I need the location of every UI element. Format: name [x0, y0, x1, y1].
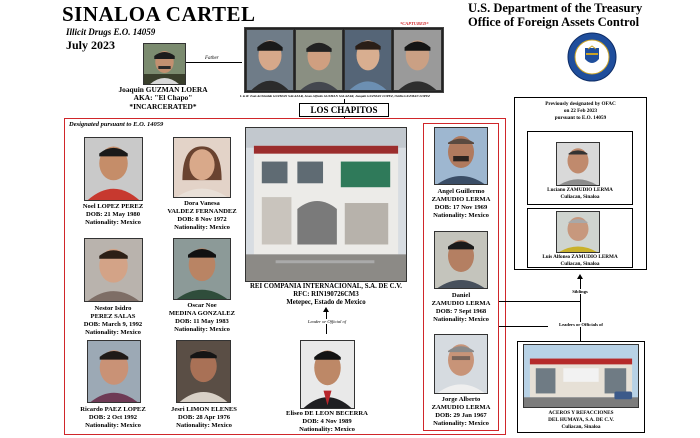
- daniel-name: Daniel: [451, 292, 471, 299]
- captured-label: *CAPTURED*: [400, 21, 429, 26]
- photo-jesri-limon: [176, 340, 231, 403]
- leader-official-label: Leader or Official of: [297, 319, 357, 324]
- jesri-dob: DOB: 28 Apr 1976: [177, 414, 231, 421]
- photo-luis-zamudio: [556, 211, 600, 253]
- oscar-name: Oscar Noe: [187, 302, 217, 309]
- eliseo-name: Eliseo DE LEON BECERRA: [286, 410, 368, 417]
- ricardo-dob: DOB: 2 Oct 1992: [88, 414, 138, 421]
- noel-nationality: Nationality: Mexico: [85, 219, 141, 226]
- ofac-line: Office of Foreign Assets Control: [468, 15, 640, 29]
- dora-dob: DOB: 8 Nov 1972: [177, 216, 227, 223]
- nestor-nationality: Nationality: Mexico: [85, 329, 141, 336]
- nestor-dob: DOB: March 9, 1992: [83, 321, 143, 328]
- chapitos-caption: L to R: Ivan Archivaldo GUZMAN SALAZAR, Jesus Alfredo GUZMAN SALAZAR, Joaquin GUZMAN LOPEZ, Ovidio GUZMAN LOPEZ: [240, 94, 431, 98]
- father-label: Father: [205, 56, 219, 61]
- aceros-name2: DEL HUMAYA, S.A. DE C.V.: [548, 417, 614, 423]
- page-title: SINALOA CARTEL: [62, 2, 256, 26]
- luis-name: Luis Alfonso ZAMUDIO LERMA: [542, 254, 618, 260]
- angel-name: Angel Guillermo: [437, 188, 485, 195]
- photo-daniel-zamudio: [434, 231, 488, 289]
- photo-angel-zamudio: [434, 127, 488, 185]
- prev-label-2: on 22 Feb 2023: [563, 108, 598, 114]
- oscar-dob: DOB: 11 May 1983: [175, 318, 229, 325]
- prev-label-3: pursuant to E.O. 14059: [554, 115, 607, 121]
- ricardo-nationality: Nationality: Mexico: [85, 422, 141, 429]
- luis-location: Culiacan, Sinaloa: [560, 261, 600, 267]
- photo-ricardo-paez: [87, 340, 141, 403]
- photo-chapito-3: [344, 29, 392, 91]
- angel-nationality: Nationality: Mexico: [433, 212, 489, 219]
- oscar-nationality: Nationality: Mexico: [174, 326, 230, 333]
- oscar-name2: MEDINA GONZALEZ: [168, 310, 236, 317]
- treasury-seal-icon: [567, 32, 617, 82]
- ricardo-name: Ricardo PAEZ LOPEZ: [80, 406, 146, 413]
- seal-year: 1789: [587, 69, 597, 74]
- designated-label: Designated pursuant to E.O. 14059: [69, 121, 164, 128]
- daniel-nationality: Nationality: Mexico: [433, 316, 489, 323]
- dora-name: Dora Vanesa: [184, 200, 220, 207]
- luciano-location: Culiacan, Sinaloa: [560, 194, 600, 200]
- jorge-dob: DOB: 29 Jan 1967: [435, 412, 487, 419]
- jorge-name: Jorge Alberto: [441, 396, 481, 403]
- arrow-up-icon: [323, 307, 329, 312]
- photo-oscar-medina: [173, 238, 231, 300]
- date: July 2023: [66, 38, 116, 52]
- angel-dob: DOB: 17 Nov 1969: [434, 204, 488, 211]
- rei-rfc: RFC: RIN190726CM3: [293, 291, 359, 298]
- noel-name: Noel LOPEZ PEREZ: [82, 203, 144, 210]
- eliseo-dob: DOB: 4 Nov 1989: [302, 418, 352, 425]
- prev-label-1: Previously designated by OFAC: [545, 101, 616, 107]
- photo-rei-building: [245, 127, 407, 282]
- treasury-line: U.S. Department of the Treasury: [468, 1, 643, 15]
- photo-chapito-1: [246, 29, 294, 91]
- daniel-dob: DOB: 7 Sept 1968: [435, 308, 487, 315]
- jesri-nationality: Nationality: Mexico: [176, 422, 232, 429]
- eliseo-nationality: Nationality: Mexico: [299, 426, 355, 433]
- luciano-name: Luciano ZAMUDIO LERMA: [547, 187, 613, 193]
- dora-name2: VALDEZ FERNANDEZ: [167, 208, 237, 215]
- dora-nationality: Nationality: Mexico: [174, 224, 230, 231]
- angel-name2: ZAMUDIO LERMA: [431, 196, 491, 203]
- rei-company-name: REI COMPANIA INTERNACIONAL, S.A. DE C.V.: [250, 283, 402, 290]
- photo-luciano-zamudio: [556, 142, 600, 186]
- photo-jorge-zamudio: [434, 334, 488, 394]
- photo-dora-valdez: [173, 137, 231, 198]
- photo-chapito-2: [295, 29, 343, 91]
- nestor-name2: PEREZ SALAS: [90, 313, 136, 320]
- noel-dob: DOB: 21 May 1980: [85, 211, 141, 218]
- leader-name: Joaquin GUZMAN LOERA: [118, 85, 208, 94]
- jorge-nationality: Nationality: Mexico: [433, 420, 489, 427]
- siblings-arrow-icon: [577, 274, 583, 279]
- siblings-label: Siblings: [560, 289, 600, 294]
- leader-aka: AKA: "El Chapo": [133, 93, 193, 102]
- aceros-location: Culiacan, Sinaloa: [561, 424, 601, 430]
- nestor-name: Nestor Isidro: [94, 305, 132, 312]
- aceros-name: ACEROS Y REFACCIONES: [548, 410, 614, 416]
- rei-location: Metepec, Estado de Mexico: [286, 299, 366, 306]
- jesri-name: Jesri LIMON ELENES: [171, 406, 237, 413]
- leader-status: *INCARCERATED*: [129, 102, 197, 111]
- photo-chapito-4: [393, 29, 442, 91]
- photo-eliseo-de-leon: [300, 340, 355, 409]
- jorge-name2: ZAMUDIO LERMA: [431, 404, 491, 411]
- photo-noel-lopez: [84, 137, 143, 201]
- daniel-name2: ZAMUDIO LERMA: [431, 300, 491, 307]
- photo-nestor-perez: [84, 238, 143, 302]
- subtitle: Illicit Drugs E.O. 14059: [66, 27, 156, 37]
- los-chapitos-label: LOS CHAPITOS: [299, 103, 389, 117]
- photo-aceros-store: [523, 344, 639, 408]
- leaders-officials-label: Leaders or Officials of: [548, 322, 614, 327]
- photo-guzman-loera: [143, 43, 186, 85]
